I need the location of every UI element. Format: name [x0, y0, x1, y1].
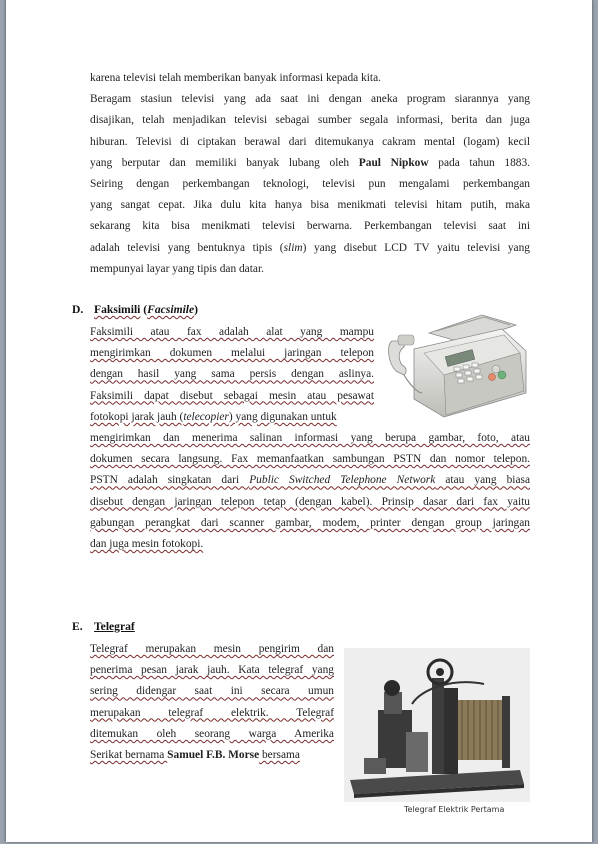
text-line: karena televisi telah memberikan banyak informasi kepada kita.: [90, 72, 381, 84]
text-line: disebut dengan jaringan telepon tetap (dengan kabel). Prinsip dasar dari fax yaitu: [90, 495, 530, 508]
text-line: dokumen secara langsung. Fax memanfaatkan sambungan PSTN dan nomor telepon.: [90, 453, 530, 466]
text-line: penerima pesan jarak jauh. Kata telegraf yang: [90, 664, 334, 677]
text-line: Serikat bernama Samuel F.B. Morse bersama: [90, 748, 300, 761]
text-line: mengirimkan dokumen melalui jaringan telepon: [90, 347, 374, 360]
text-line: Faksimili atau fax adalah alat yang mampu: [90, 326, 374, 338]
text-line: adalah televisi yang bentuknya tipis (slim) yang disebut LCD TV yaitu televisi yang: [90, 241, 530, 254]
telegraph-paragraph: [90, 639, 334, 766]
document-page: [6, 0, 592, 842]
text-line: hiburan. Televisi di ciptakan berawal dari ditemukanya cakram mental (logam) kecil: [90, 135, 530, 148]
text-line: Beragam stasiun televisi yang ada saat ini dengan aneka program siarannya yang: [90, 93, 530, 106]
telegraph-machine-icon: [344, 648, 530, 802]
text-line: ditemukan oleh seorang warga Amerika: [90, 727, 334, 740]
text-line: mempunyai layar yang tipis dan datar.: [90, 262, 264, 275]
text-line: Faksimili dapat disebut sebagai mesin atau pesawat: [90, 389, 374, 402]
text-line: fotokopi jarak jauh (telecopier) yang digunakan untuk: [90, 410, 337, 423]
text-line: yang berputar dan memiliki banyak lubang oleh Paul Nipkow pada tahun 1883.: [90, 156, 531, 169]
text-line: dan juga mesin fotokopi.: [90, 537, 204, 550]
telegraph-image: [344, 648, 530, 802]
inventor-name: Paul Nipkow: [358, 156, 429, 169]
section-e-heading: E. Telegraf: [72, 620, 135, 633]
fax-machine-image: [384, 311, 530, 419]
inventor-name: Samuel F.B. Morse: [167, 748, 260, 761]
fax-paragraph-top: [90, 322, 374, 428]
television-paragraph: [90, 68, 530, 280]
text-line: yang sangat cepat. Jika dulu kita hanya bisa menikmati televisi hitam putih, maka: [90, 199, 530, 212]
text-line: Telegraf merupakan mesin pengirim dan: [90, 643, 334, 655]
text-line: PSTN adalah singkatan dari Public Switched Telephone Network atau yang biasa: [90, 474, 530, 487]
text-line: merupakan telegraf elektrik. Telegraf: [90, 706, 334, 719]
text-line: disajikan, telah menjadikan televisi sebagai sumber segala informasi, berita dan juga: [90, 114, 530, 127]
text-line: gabungan perangkat dari scanner gambar, modem, printer dengan group jaringan: [90, 516, 530, 529]
text-line: sering didengar saat ini secara umun: [90, 685, 334, 698]
figure-caption: Telegraf Elektrik Pertama: [404, 805, 505, 814]
fax-paragraph-bottom: [90, 428, 530, 555]
text-line: mengirimkan dan menerima salinan informasi yang berupa gambar, foto, atau: [90, 432, 530, 444]
section-d-heading: D. Faksimili (Facsimile): [72, 303, 199, 316]
text-line: sekarang kita bisa menikmati televisi berwarna. Perkembangan televisi saat ini: [90, 220, 530, 233]
text-line: dengan hasil yang sama persis dengan aslinya.: [90, 368, 374, 381]
text-line: Seiring dengan perkembangan teknologi, televisi pun mengalami perkembangan: [90, 178, 530, 191]
